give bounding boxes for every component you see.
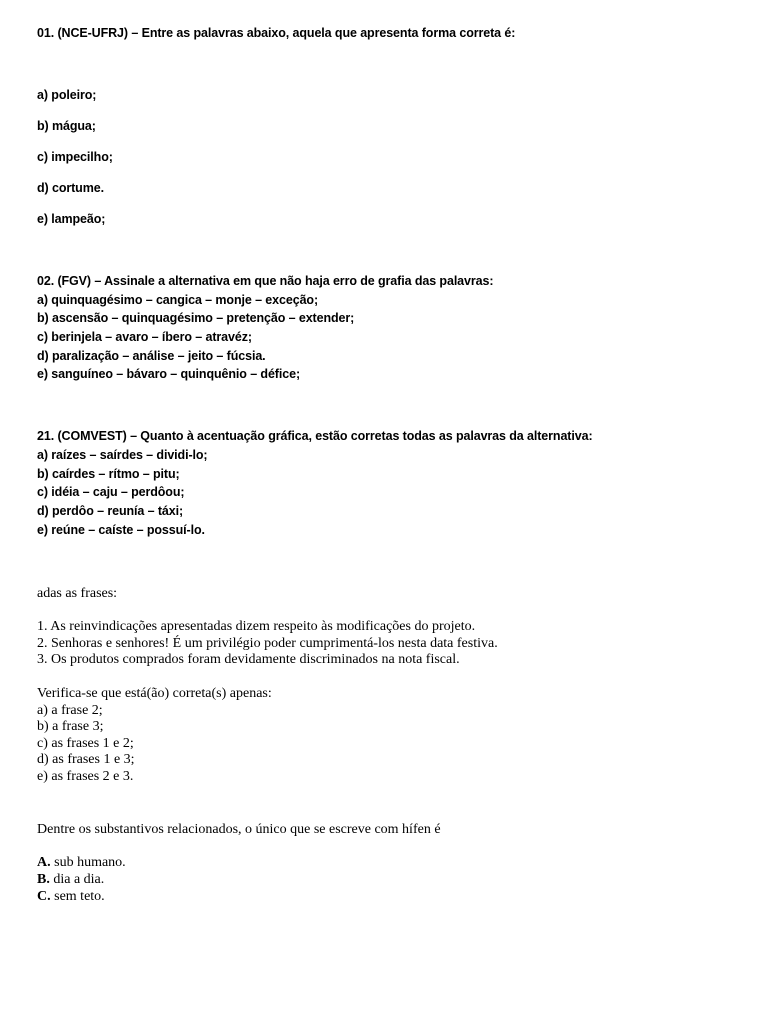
option-text: sem teto.: [50, 889, 105, 904]
option-text: dia a dia.: [49, 872, 105, 887]
q1-option-e: e) lampeão;: [37, 212, 106, 226]
question-number: 02.: [37, 274, 55, 288]
q1-option-d: d) cortume.: [37, 181, 104, 195]
question-source: (COMVEST): [57, 429, 127, 443]
q4-option-b: b) a frase 3;: [37, 719, 104, 734]
q2-option-c: c) berinjela – avaro – íbero – atravéz;: [37, 330, 252, 344]
option-text: sub humano.: [50, 855, 126, 870]
question-02-heading: [37, 274, 493, 288]
q21-option-b: b) caírdes – rítmo – pitu;: [37, 467, 180, 481]
option-label: B.: [37, 872, 50, 887]
q5-statement: Dentre os substantivos relacionados, o único que se escreve com hífen é: [37, 822, 441, 837]
q21-option-a: a) raízes – saírdes – dividi-lo;: [37, 448, 208, 462]
q4-option-d: d) as frases 1 e 3;: [37, 752, 135, 767]
q2-option-b: b) ascensão – quinquagésimo – pretenção – extender;: [37, 311, 355, 325]
q2-option-e: e) sanguíneo – bávaro – quinquênio – défice;: [37, 367, 301, 381]
q1-option-b: b) mágua;: [37, 119, 96, 133]
question-number: 01.: [37, 26, 55, 40]
question-statement: – Entre as palavras abaixo, aquela que apresenta forma correta é:: [127, 26, 516, 40]
q2-option-d: d) paralização – análise – jeito – fúcsia.: [37, 349, 266, 363]
q1-option-a: a) poleiro;: [37, 88, 97, 102]
q21-option-c: c) idéia – caju – perdôou;: [37, 485, 185, 499]
q5-option-c: [37, 889, 105, 905]
q1-option-c: c) impecilho;: [37, 150, 113, 164]
question-source: (NCE-UFRJ): [57, 26, 128, 40]
q2-option-a: a) quinquagésimo – cangica – monje – exceção;: [37, 293, 319, 307]
q4-option-c: c) as frases 1 e 2;: [37, 736, 134, 751]
q5-option-a: [37, 855, 126, 871]
question-21-heading: [37, 429, 593, 443]
q4-option-a: a) a frase 2;: [37, 703, 103, 718]
question-number: 21.: [37, 429, 55, 443]
q4-intro: adas as frases:: [37, 586, 118, 601]
question-statement: – Assinale a alternativa em que não haja erro de grafia das palavras:: [90, 274, 494, 288]
q4-option-e: e) as frases 2 e 3.: [37, 769, 134, 784]
q5-option-b: [37, 872, 104, 888]
question-01-heading: [37, 26, 515, 40]
q4-sentence-1: 1. As reinvindicações apresentadas dizem respeito às modificações do projeto.: [37, 619, 476, 634]
q21-option-e: e) reúne – caíste – possuí-lo.: [37, 523, 205, 537]
option-label: A.: [37, 855, 51, 870]
q4-sentence-3: 3. Os produtos comprados foram devidamente discriminados na nota fiscal.: [37, 652, 460, 667]
option-label: C.: [37, 889, 51, 904]
q21-option-d: d) perdôo – reunía – táxi;: [37, 504, 184, 518]
q4-prompt: Verifica-se que está(ão) correta(s) apenas:: [37, 686, 272, 701]
question-source: (FGV): [57, 274, 91, 288]
q4-sentence-2: 2. Senhoras e senhores! É um privilégio poder cumprimentá-los nesta data festiva.: [37, 636, 498, 651]
question-statement: – Quanto à acentuação gráfica, estão corretas todas as palavras da alternativa:: [126, 429, 593, 443]
